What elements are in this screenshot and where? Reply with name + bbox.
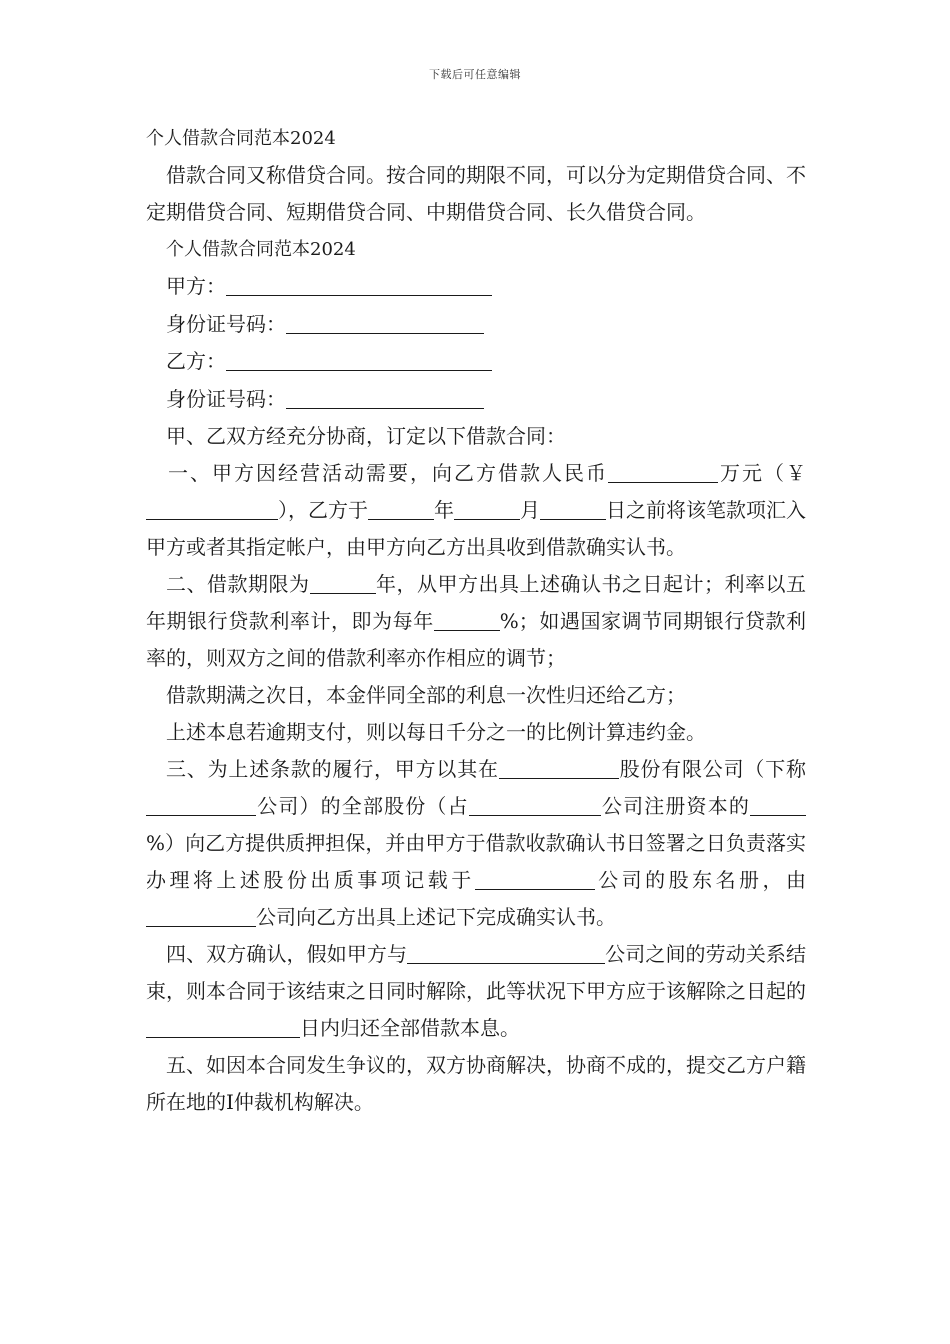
company-name-blank[interactable] [499, 758, 619, 779]
clause-3-text-a: 三、为上述条款的履行，甲方以其在 [166, 757, 499, 781]
clause-3-text-g: 公司向乙方出具上述记下完成确实认书。 [256, 905, 616, 929]
party-b-id-row [146, 381, 806, 419]
document-body [146, 120, 806, 1121]
page-header: 下载后可任意编辑 [429, 68, 521, 81]
loan-amount-blank[interactable] [608, 462, 718, 483]
interest-rate-blank[interactable] [434, 610, 500, 631]
party-fields [146, 268, 806, 418]
year-blank[interactable] [368, 499, 434, 520]
clause-2-text-a: 二、借款期限为 [166, 572, 310, 596]
clause-2-text-c: %；如遇国家调节同期银行贷款利率的，则双方之间的借款利率亦作相应的调节； [146, 609, 806, 670]
day-blank[interactable] [540, 499, 606, 520]
clause-3-text-d: 公司注册资本的 [600, 794, 751, 818]
clause-1-text-b: 万元（￥ [718, 461, 806, 485]
clause-3-text-c: 公司）的全部股份（占 [256, 794, 469, 818]
clause-1 [146, 455, 806, 566]
party-a-row [146, 268, 806, 306]
clause-3-text-f: 公司的股东名册，由 [594, 868, 807, 892]
party-b-id-label: 身份证号码： [166, 386, 286, 411]
clause-1-text-a: 一、甲方因经营活动需要，向乙方借款人民币 [168, 461, 608, 485]
clause-3 [146, 751, 806, 936]
party-b-label: 乙方： [166, 349, 226, 373]
document-title: 个人借款合同范本2024 [146, 128, 336, 149]
clause-1-text-f: 日之前将该笔款项汇入甲方或者其指定帐户，由甲方向乙方出具收到借款确实认书。 [146, 498, 806, 559]
issuing-company-blank[interactable] [146, 906, 256, 927]
repayment-days-blank[interactable] [146, 1017, 300, 1038]
contract-title: 个人借款合同范本2024 [166, 239, 356, 260]
share-percent-blank[interactable] [750, 795, 806, 816]
party-a-id-blank[interactable] [286, 313, 484, 334]
party-b-row [146, 343, 806, 381]
clause-2 [146, 566, 806, 677]
employer-company-blank[interactable] [407, 943, 605, 964]
loan-amount-figure-blank[interactable] [146, 499, 278, 520]
month-blank[interactable] [454, 499, 520, 520]
clause-1-text-c: ），乙方于 [278, 498, 368, 522]
clause-2-text-b: 年，从甲方出具上述确认书之日起计；利率以五年期银行贷款利率计，即为每年 [146, 572, 806, 633]
party-a-id-row [146, 306, 806, 344]
company-short-name-blank[interactable] [146, 795, 256, 816]
clause-5: 五、如因本合同发生争议的，双方协商解决，协商不成的，提交乙方户籍所在地的Ⅰ仲裁机构解决。 [146, 1053, 806, 1114]
clause-3-text-b: 股份有限公司（下称 [618, 757, 807, 781]
party-a-blank[interactable] [226, 275, 492, 296]
clause-1-text-e: 月 [520, 498, 540, 522]
party-a-label: 甲方： [166, 274, 226, 298]
party-a-id-label: 身份证号码： [166, 311, 286, 336]
intro-paragraph: 借款合同又称借贷合同。按合同的期限不同，可以分为定期借贷合同、不定期借贷合同、短期借贷合同、中期借贷合同、长久借贷合同。 [146, 163, 806, 224]
clause-1-text-d: 年 [434, 498, 454, 522]
clause-2-penalty: 上述本息若逾期支付，则以每日千分之一的比例计算违约金。 [166, 720, 706, 744]
clause-4-text-c: 日内归还全部借款本息。 [300, 1016, 520, 1040]
share-holding-blank[interactable] [469, 795, 601, 816]
clause-4-text-a: 四、双方确认，假如甲方与 [166, 942, 408, 966]
clause-2-repayment: 借款期满之次日，本金伴同全部的利息一次性归还给乙方； [166, 683, 686, 707]
loan-term-blank[interactable] [310, 573, 376, 594]
party-b-blank[interactable] [226, 350, 492, 371]
registry-company-blank[interactable] [475, 869, 595, 890]
preamble: 甲、乙双方经充分协商，订定以下借款合同： [166, 424, 566, 448]
clause-3-text-e: %）向乙方提供质押担保，并由甲方于借款收款确认书日签署之日负责落实办理将上述股份出质事项记载于 [146, 831, 806, 892]
clause-4-text-b: 公司之间的劳动关系结束，则本合同于该结束之日同时解除，此等状况下甲方应于该解除之日起的 [146, 942, 807, 1003]
party-b-id-blank[interactable] [286, 388, 484, 409]
clause-4 [146, 936, 806, 1047]
